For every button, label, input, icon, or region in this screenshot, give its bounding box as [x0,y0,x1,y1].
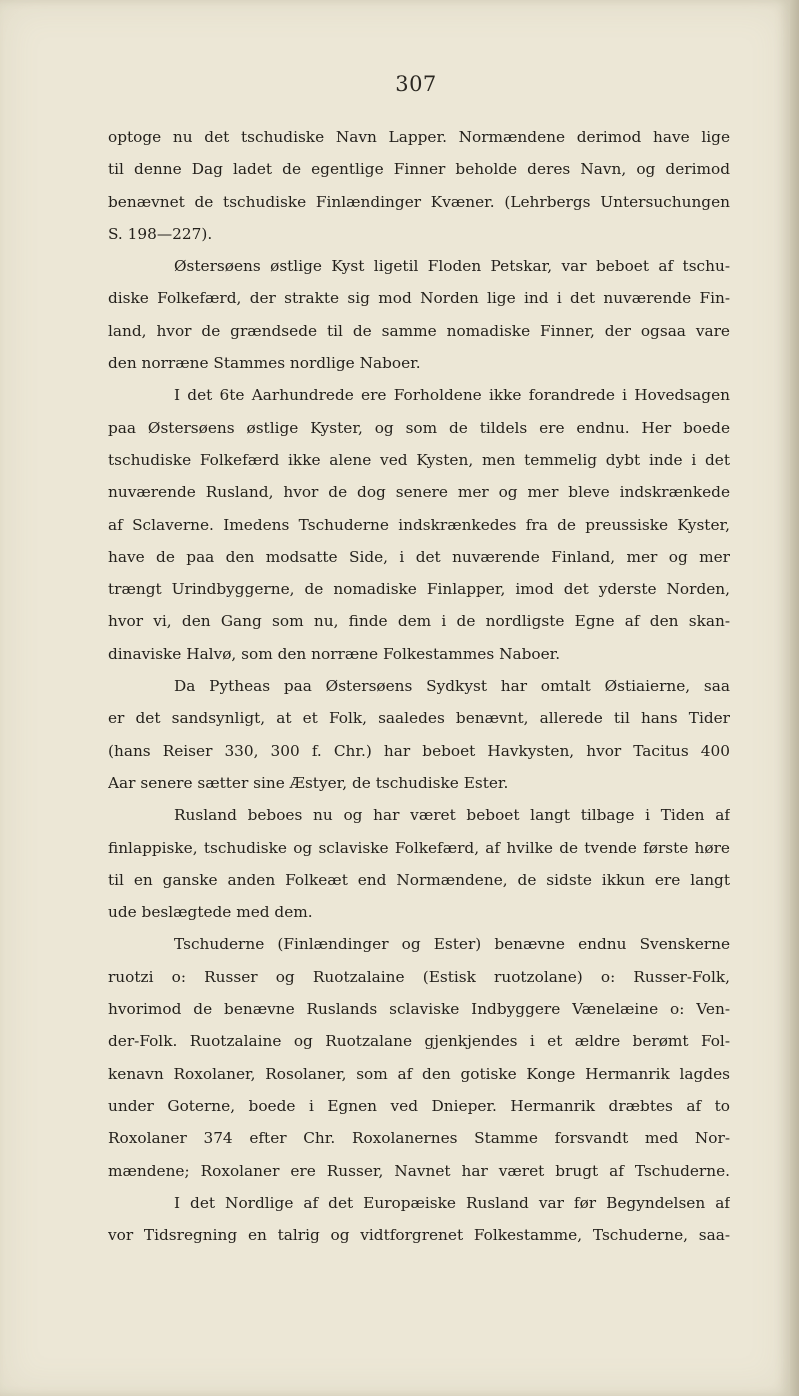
text-line: af Sclaverne. Imedens Tschuderne indskrænkedes fra de preussiske Kyster, [108,515,730,534]
text-line: mændene; Roxolaner ere Russer, Navnet har været brugt af Tschuderne. [108,1161,730,1180]
page-edge [790,0,799,1396]
text-line: finlappiske, tschudiske og sclaviske Folkefærd, af hvilke de tvende første høre [108,838,730,857]
text-line: trængt Urindbyggerne, de nomadiske Finlapper, imod det yderste Norden, [108,580,730,599]
text-line: ruotzi o: Russer og Ruotzalaine (Estisk ruotzolane) o: Russer-Folk, [108,967,730,986]
text-line: til denne Dag ladet de egentlige Finner beholde deres Navn, og derimod [108,160,730,179]
paragraph-start: I det 6te Aarhundrede ere Forholdene ikke forandrede i Hovedsagen [174,386,730,405]
text-line: optoge nu det tschudiske Navn Lapper. Normændene derimod have lige [108,128,730,146]
text-line: tschudiske Folkefærd ikke alene ved Kysten, men temmelig dybt inde i det [108,450,730,469]
text-line: Aar senere sætter sine Æstyer, de tschudiske Ester. [108,773,509,792]
text-line: hvorimod de benævne Ruslands sclaviske Indbyggere Vænelæine o: Ven- [108,1000,730,1019]
text-line: land, hvor de grændsede til de samme nomadiske Finner, der ogsaa vare [108,321,730,340]
page-number: 307 [395,72,437,96]
text-line: under Goterne, boede i Egnen ved Dnieper. Hermanrik dræbtes af to [108,1096,730,1115]
text-line: kenavn Roxolaner, Rosolaner, som af den gotiske Konge Hermanrik lagdes [108,1064,730,1083]
text-line: til en ganske anden Folkeæt end Normændene, de sidste ikkun ere langt [108,870,730,889]
text-line: benævnet de tschudiske Finlændinger Kvæner. (Lehrbergs Untersuchungen [108,192,730,211]
text-line: hvor vi, den Gang som nu, finde dem i de nordligste Egne af den skan- [108,612,730,631]
text-line: Roxolaner 374 efter Chr. Roxolanernes Stamme forsvandt med Nor- [108,1129,730,1148]
text-line: have de paa den modsatte Side, i det nuværende Finland, mer og mer [108,547,730,566]
text-line: diske Folkefærd, der strakte sig mod Norden lige ind i det nuværende Fin- [108,289,730,308]
text-line: ude beslægtede med dem. [108,903,313,922]
text-line: (hans Reiser 330, 300 f. Chr.) har beboet Havkysten, hvor Tacitus 400 [108,741,730,760]
text-line: paa Østersøens østlige Kyster, og som de tildels ere endnu. Her boede [108,418,730,437]
text-line: der-Folk. Ruotzalaine og Ruotzalane gjenkjendes i et ældre berømt Fol- [108,1032,730,1051]
body-text [108,121,730,1251]
paragraph-start: Da Pytheas paa Østersøens Sydkyst har omtalt Østiaierne, saa [174,677,730,696]
text-line: er det sandsynligt, at et Folk, saaledes benævnt, allerede til hans Tider [108,709,730,728]
text-line: vor Tidsregning en talrig og vidtforgrenet Folkestamme, Tschuderne, saa- [108,1226,730,1245]
text-line: dinaviske Halvø, som den norræne Folkestammes Naboer. [108,644,561,663]
paragraph-start: I det Nordlige af det Europæiske Rusland var før Begyndelsen af [174,1193,730,1212]
text-line: S. 198—227). [108,224,213,243]
paragraph-start: Østersøens østlige Kyst ligetil Floden Petskar, var beboet af tschu- [174,257,730,276]
paragraph-start: Rusland beboes nu og har været beboet langt tilbage i Tiden af [174,806,730,825]
text-line: nuværende Rusland, hvor de dog senere mer og mer bleve indskrænkede [108,483,730,502]
text-line: den norræne Stammes nordlige Naboer. [108,354,421,373]
paragraph-start: Tschuderne (Finlændinger og Ester) benævne endnu Svenskerne [174,935,730,954]
